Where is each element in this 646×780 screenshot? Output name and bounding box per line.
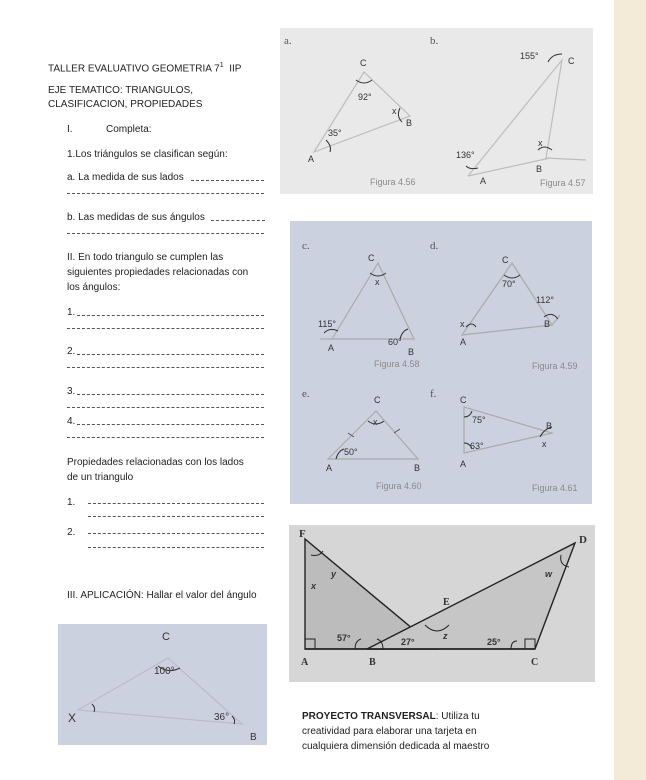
figure-panel-ab [280, 28, 593, 194]
label-f-angle-left: 63° [470, 441, 484, 451]
label-a-angle-left: 35° [328, 128, 342, 138]
angle-arc-d-top [504, 275, 520, 278]
section2-line2: siguientes propiedades relacionadas con [67, 267, 249, 278]
label-b-C: C [568, 56, 575, 66]
side-prop-2: 2. [67, 527, 76, 538]
label-c-angle-top: x [375, 277, 380, 287]
project-line3: cualquiera dimensión dedicada al maestro [302, 741, 490, 752]
answer-blank-1a[interactable] [191, 180, 264, 181]
figure-panel-cxb [58, 624, 267, 745]
label-b-angle-top: 155° [520, 51, 539, 61]
figure-panel-cxb-svg [58, 624, 267, 745]
label-d-A: A [460, 337, 467, 347]
label-f-angle-top: 75° [472, 415, 486, 425]
label-F: F [299, 528, 306, 540]
section2-line3: los ángulos: [67, 282, 121, 293]
figure-panel-fdeabc [289, 525, 595, 682]
label-b-angle-right: x [538, 138, 543, 148]
label-d-B: B [544, 319, 551, 329]
angle-arc-a-left [326, 140, 331, 152]
angle-prop-3: 3. [67, 386, 76, 397]
label-z: z [443, 631, 448, 641]
label-d-angle-left: x [460, 319, 465, 329]
label-d-angle-right: 112° [536, 295, 554, 305]
label-e-angle-top: x [373, 417, 378, 427]
question-1: 1.Los triángulos se clasifican según: [67, 149, 228, 160]
label-25: 25° [487, 637, 501, 647]
fig-letter-b: b. [430, 35, 439, 47]
answer-blank-sp1[interactable] [88, 503, 264, 504]
answer-blank-ap3-line2[interactable] [67, 407, 264, 408]
label-c-angle-left: 115° [318, 319, 336, 329]
label-D: D [579, 534, 587, 546]
label-e-C: C [374, 395, 381, 405]
angle-arc-f-top [464, 411, 472, 417]
label-a-A: A [308, 154, 315, 164]
project-label: PROYECTO TRANSVERSAL [302, 711, 436, 722]
caption-456: Figura 4.56 [370, 177, 416, 187]
label-f-angle-right: x [542, 439, 547, 449]
answer-blank-ap4-line2[interactable] [67, 437, 264, 438]
label-b-B: B [536, 164, 543, 174]
label-cxb-C: C [162, 631, 170, 643]
answer-blank-sp2-line2[interactable] [88, 547, 264, 548]
question-1a: a. La medida de sus lados [67, 172, 184, 183]
label-57: 57° [337, 633, 351, 643]
label-f-C: C [460, 395, 467, 405]
label-e-B: B [414, 463, 421, 473]
caption-460: Figura 4.60 [376, 481, 422, 491]
title-superscript: 1 [219, 62, 224, 69]
fig-letter-f: f. [430, 388, 437, 400]
side-props-heading-line2: de un triangulo [67, 472, 134, 483]
angle-prop-2: 2. [67, 346, 76, 357]
fig-letter-d: d. [430, 240, 439, 252]
label-27: 27° [401, 637, 415, 647]
label-x: x [311, 581, 317, 591]
label-b-angle-left: 136° [456, 150, 475, 160]
answer-blank-sp2[interactable] [88, 533, 264, 534]
label-e-angle-left: 50° [344, 447, 358, 457]
project-line1-rest: : Utiliza tu [435, 711, 480, 722]
answer-blank-ap1[interactable] [77, 315, 264, 316]
answer-blank-1b[interactable] [211, 220, 265, 221]
figure-panel-cdef [290, 221, 592, 504]
label-a-C: C [360, 58, 367, 68]
caption-459: Figura 4.59 [532, 361, 578, 371]
label-y: y [331, 569, 337, 579]
section1-heading: Completa: [106, 124, 152, 135]
label-f-B: B [546, 421, 553, 431]
label-cxb-B: B [250, 732, 257, 743]
label-w: w [545, 569, 553, 579]
section2-line1: II. En todo triangulo se cumplen las [67, 252, 224, 263]
title-suffix: IIP [229, 63, 242, 75]
label-C: C [531, 657, 539, 668]
label-B: B [369, 657, 376, 668]
label-cxb-angle-top: 100° [154, 666, 175, 677]
figure-panel-cdef-svg [290, 221, 592, 504]
label-cxb-angle-right: 36° [214, 712, 230, 723]
worksheet-title [48, 59, 241, 75]
label-a-B: B [406, 118, 413, 128]
figure-panel-ab-svg [280, 28, 593, 194]
section1-numeral: I. [67, 124, 73, 135]
answer-blank-ap2[interactable] [77, 354, 264, 355]
angle-prop-4: 4. [67, 416, 76, 427]
answer-blank-1b-line2[interactable] [67, 233, 264, 234]
triangle-bdc [367, 543, 575, 649]
label-c-A: A [328, 343, 335, 353]
triangle-b [468, 60, 586, 176]
fig-letter-c: c. [302, 240, 310, 252]
fig-letter-e: e. [302, 388, 310, 400]
figure-panel-fdeabc-svg [289, 525, 595, 682]
angle-prop-1: 1. [67, 307, 76, 318]
label-A: A [301, 657, 309, 668]
answer-blank-ap2-line2[interactable] [67, 367, 264, 368]
label-c-B: B [408, 347, 415, 357]
label-a-angle-right: x [392, 106, 397, 116]
label-f-A: A [460, 459, 467, 469]
angle-arc-b-top [548, 54, 562, 62]
side-props-heading-line1: Propiedades relacionadas con los lados [67, 457, 244, 468]
label-d-C: C [502, 255, 509, 265]
label-d-angle-top: 70° [502, 279, 516, 289]
caption-457: Figura 4.57 [540, 178, 586, 188]
fig-letter-a: a. [284, 35, 292, 47]
answer-blank-ap1-line2[interactable] [67, 328, 264, 329]
caption-461: Figura 4.61 [532, 483, 578, 493]
answer-blank-ap4[interactable] [77, 424, 264, 425]
caption-458: Figura 4.58 [374, 359, 420, 369]
label-cxb-X: X [68, 711, 77, 725]
subtitle-line1: EJE TEMATICO: TRIANGULOS, [48, 85, 194, 96]
answer-blank-ap3[interactable] [77, 394, 264, 395]
label-e-A: A [326, 463, 333, 473]
section3-heading: III. APLICACIÓN: Hallar el valor del ángulo [67, 590, 257, 601]
question-1b: b. Las medidas de sus ángulos [67, 212, 205, 223]
side-prop-1: 1. [67, 497, 76, 508]
tick-e-right [394, 429, 400, 433]
answer-blank-sp1-line2[interactable] [88, 516, 264, 517]
label-c-C: C [368, 253, 375, 263]
project-line1 [302, 710, 480, 723]
subtitle-line2: CLASIFICACION, PROPIEDADES [48, 99, 203, 110]
project-line2: creatividad para elaborar una tarjeta en [302, 726, 477, 737]
page-side-strip [614, 0, 646, 780]
label-b-A: A [480, 176, 487, 186]
label-E: E [443, 597, 450, 608]
label-a-angle-top: 92° [358, 92, 372, 102]
label-c-angle-right: 60° [388, 337, 402, 347]
answer-blank-1a-line2[interactable] [67, 193, 264, 194]
title-text: TALLER EVALUATIVO GEOMETRIA 7 [48, 63, 220, 75]
